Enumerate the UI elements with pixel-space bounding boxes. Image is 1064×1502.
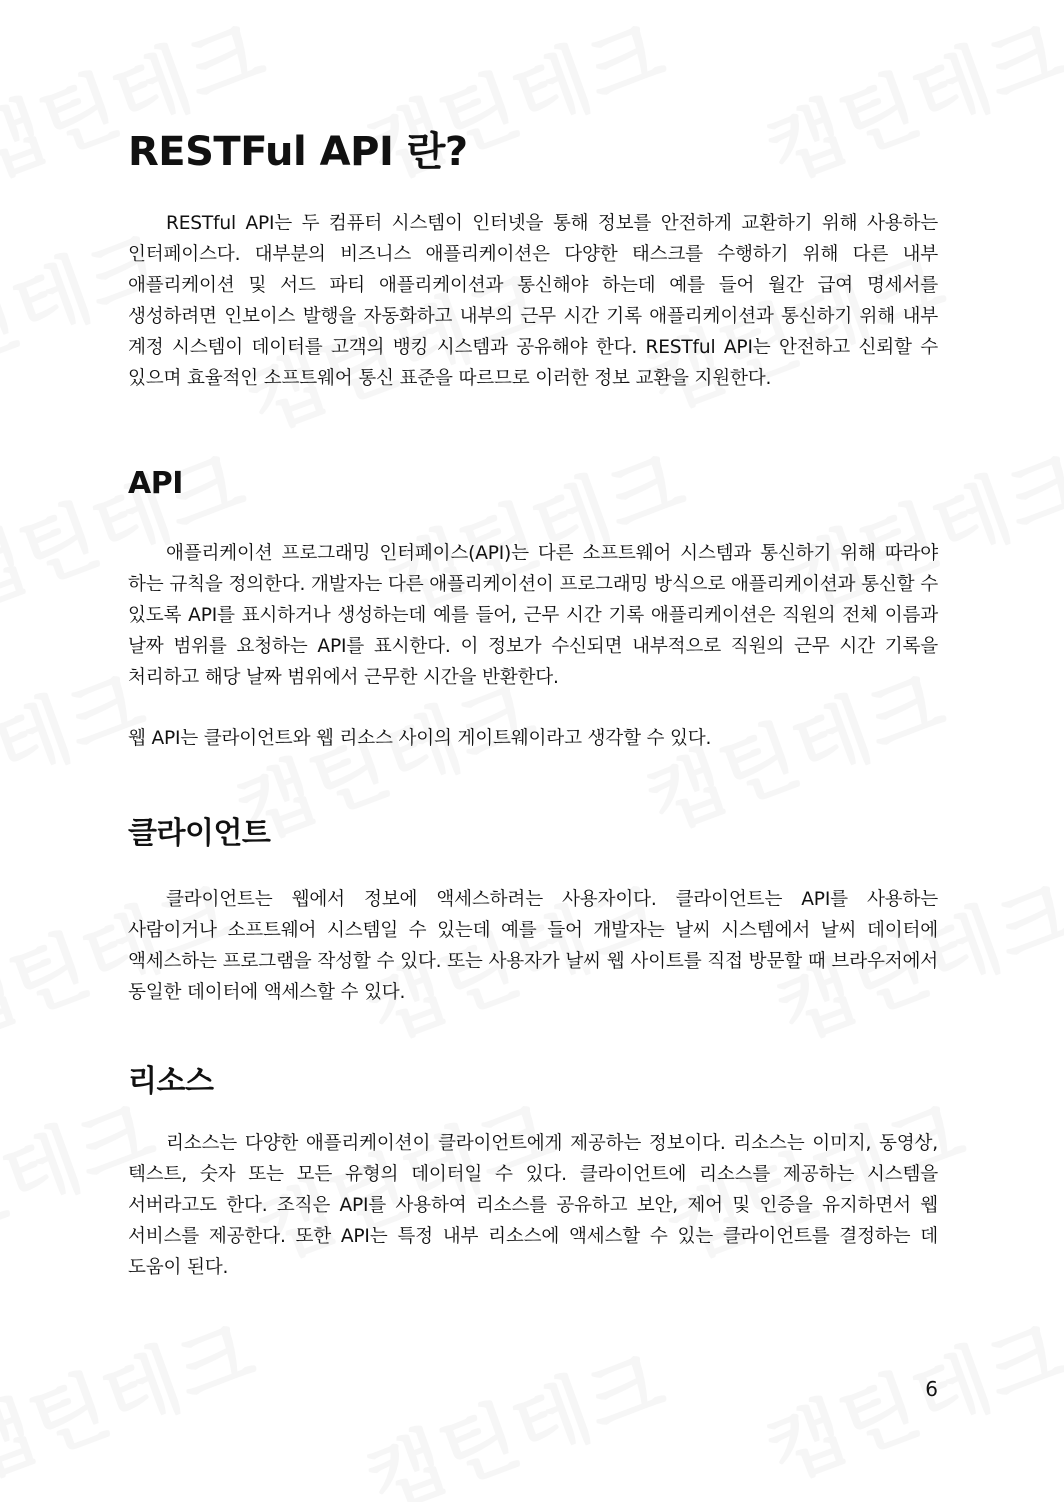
intro-paragraph: RESTful API는 두 컴퓨터 시스템이 인터넷을 통해 정보를 안전하게 교환하기 위해 사용하는 인터페이스다. 대부분의 비즈니스 애플리케이션은 다양한 태스크를 수행하기 위해 다른 내부 애플리케이션 및 서드 파티 애플리케이션과 통신해야 하는데 예를 들어 월간 급여 명세서를 생성하려면 인보이스 발행을 자동화하고 내부의 근무 시간 기록 애플리케이션과 통신하기 위해 내부 계정 시스템이 데이터를 고객의 뱅킹 시스템과 공유해야 한다. RESTful API는 안전하고 신뢰할 수 있으며 효율적인 소프트웨어 통신 표준을 따르므로 이러한 정보 교환을 지원한다. [128,213,938,389]
watermark-text [350,1320,679,1502]
section-heading-client: 클라이언트 [128,816,271,851]
section-heading-resource: 리소스 [128,1064,214,1099]
resource-paragraph: 리소스는 다양한 애플리케이션이 클라이언트에게 제공하는 정보이다. 리소스는 이미지, 동영상, 텍스트, 숫자 또는 모든 유형의 데이터일 수 있다. 클라이언트에 리소스를 제공하는 시스템을 서버라고도 한다. 조직은 API를 사용하여 리소스를 공유하고 보안, 제어 및 인증을 유지하면서 웹 서비스를 제공한다. 또한 API는 특정 내부 리소스에 액세스할 수 있는 클라이언트를 결정하는 데 도움이 된다. [128,1133,938,1278]
api-paragraph: 애플리케이션 프로그래밍 인터페이스(API)는 다른 소프트웨어 시스템과 통신하기 위해 따라야 하는 규칙을 정의한다. 개발자는 다른 애플리케이션이 프로그래밍 방식으로 애플리케이션과 통신할 수 있도록 API를 표시하거나 생성하는데 예를 들어, 근무 시간 기록 애플리케이션은 직원의 전체 이름과 날짜 범위를 요청하는 API를 표시한다. 이 정보가 수신되면 내부적으로 직원의 근무 시간 기록을 처리하고 해당 날짜 범위에서 근무한 시간을 반환한다. [128,543,938,688]
client-paragraph: 클라이언트는 웹에서 정보에 액세스하려는 사용자이다. 클라이언트는 API를 사용하는 사람이거나 소프트웨어 시스템일 수 있는데 예를 들어 개발자는 날씨 시스템에서 날씨 데이터에 액세스하는 프로그램을 작성할 수 있다. 또는 사용자가 날씨 웹 사이트를 직접 방문할 때 브라우저에서 동일한 데이터에 액세스할 수 있다. [128,889,938,1003]
api-note-paragraph: 웹 API는 클라이언트와 웹 리소스 사이의 게이트웨이라고 생각할 수 있다. [128,728,712,749]
watermark-text [0,1290,269,1501]
section-heading-api: API [128,466,183,501]
main-content [128,122,938,1283]
watermark-text [750,1290,1064,1501]
page-title: RESTFul API 란? [128,129,468,175]
page-number: 6 [925,1377,938,1401]
